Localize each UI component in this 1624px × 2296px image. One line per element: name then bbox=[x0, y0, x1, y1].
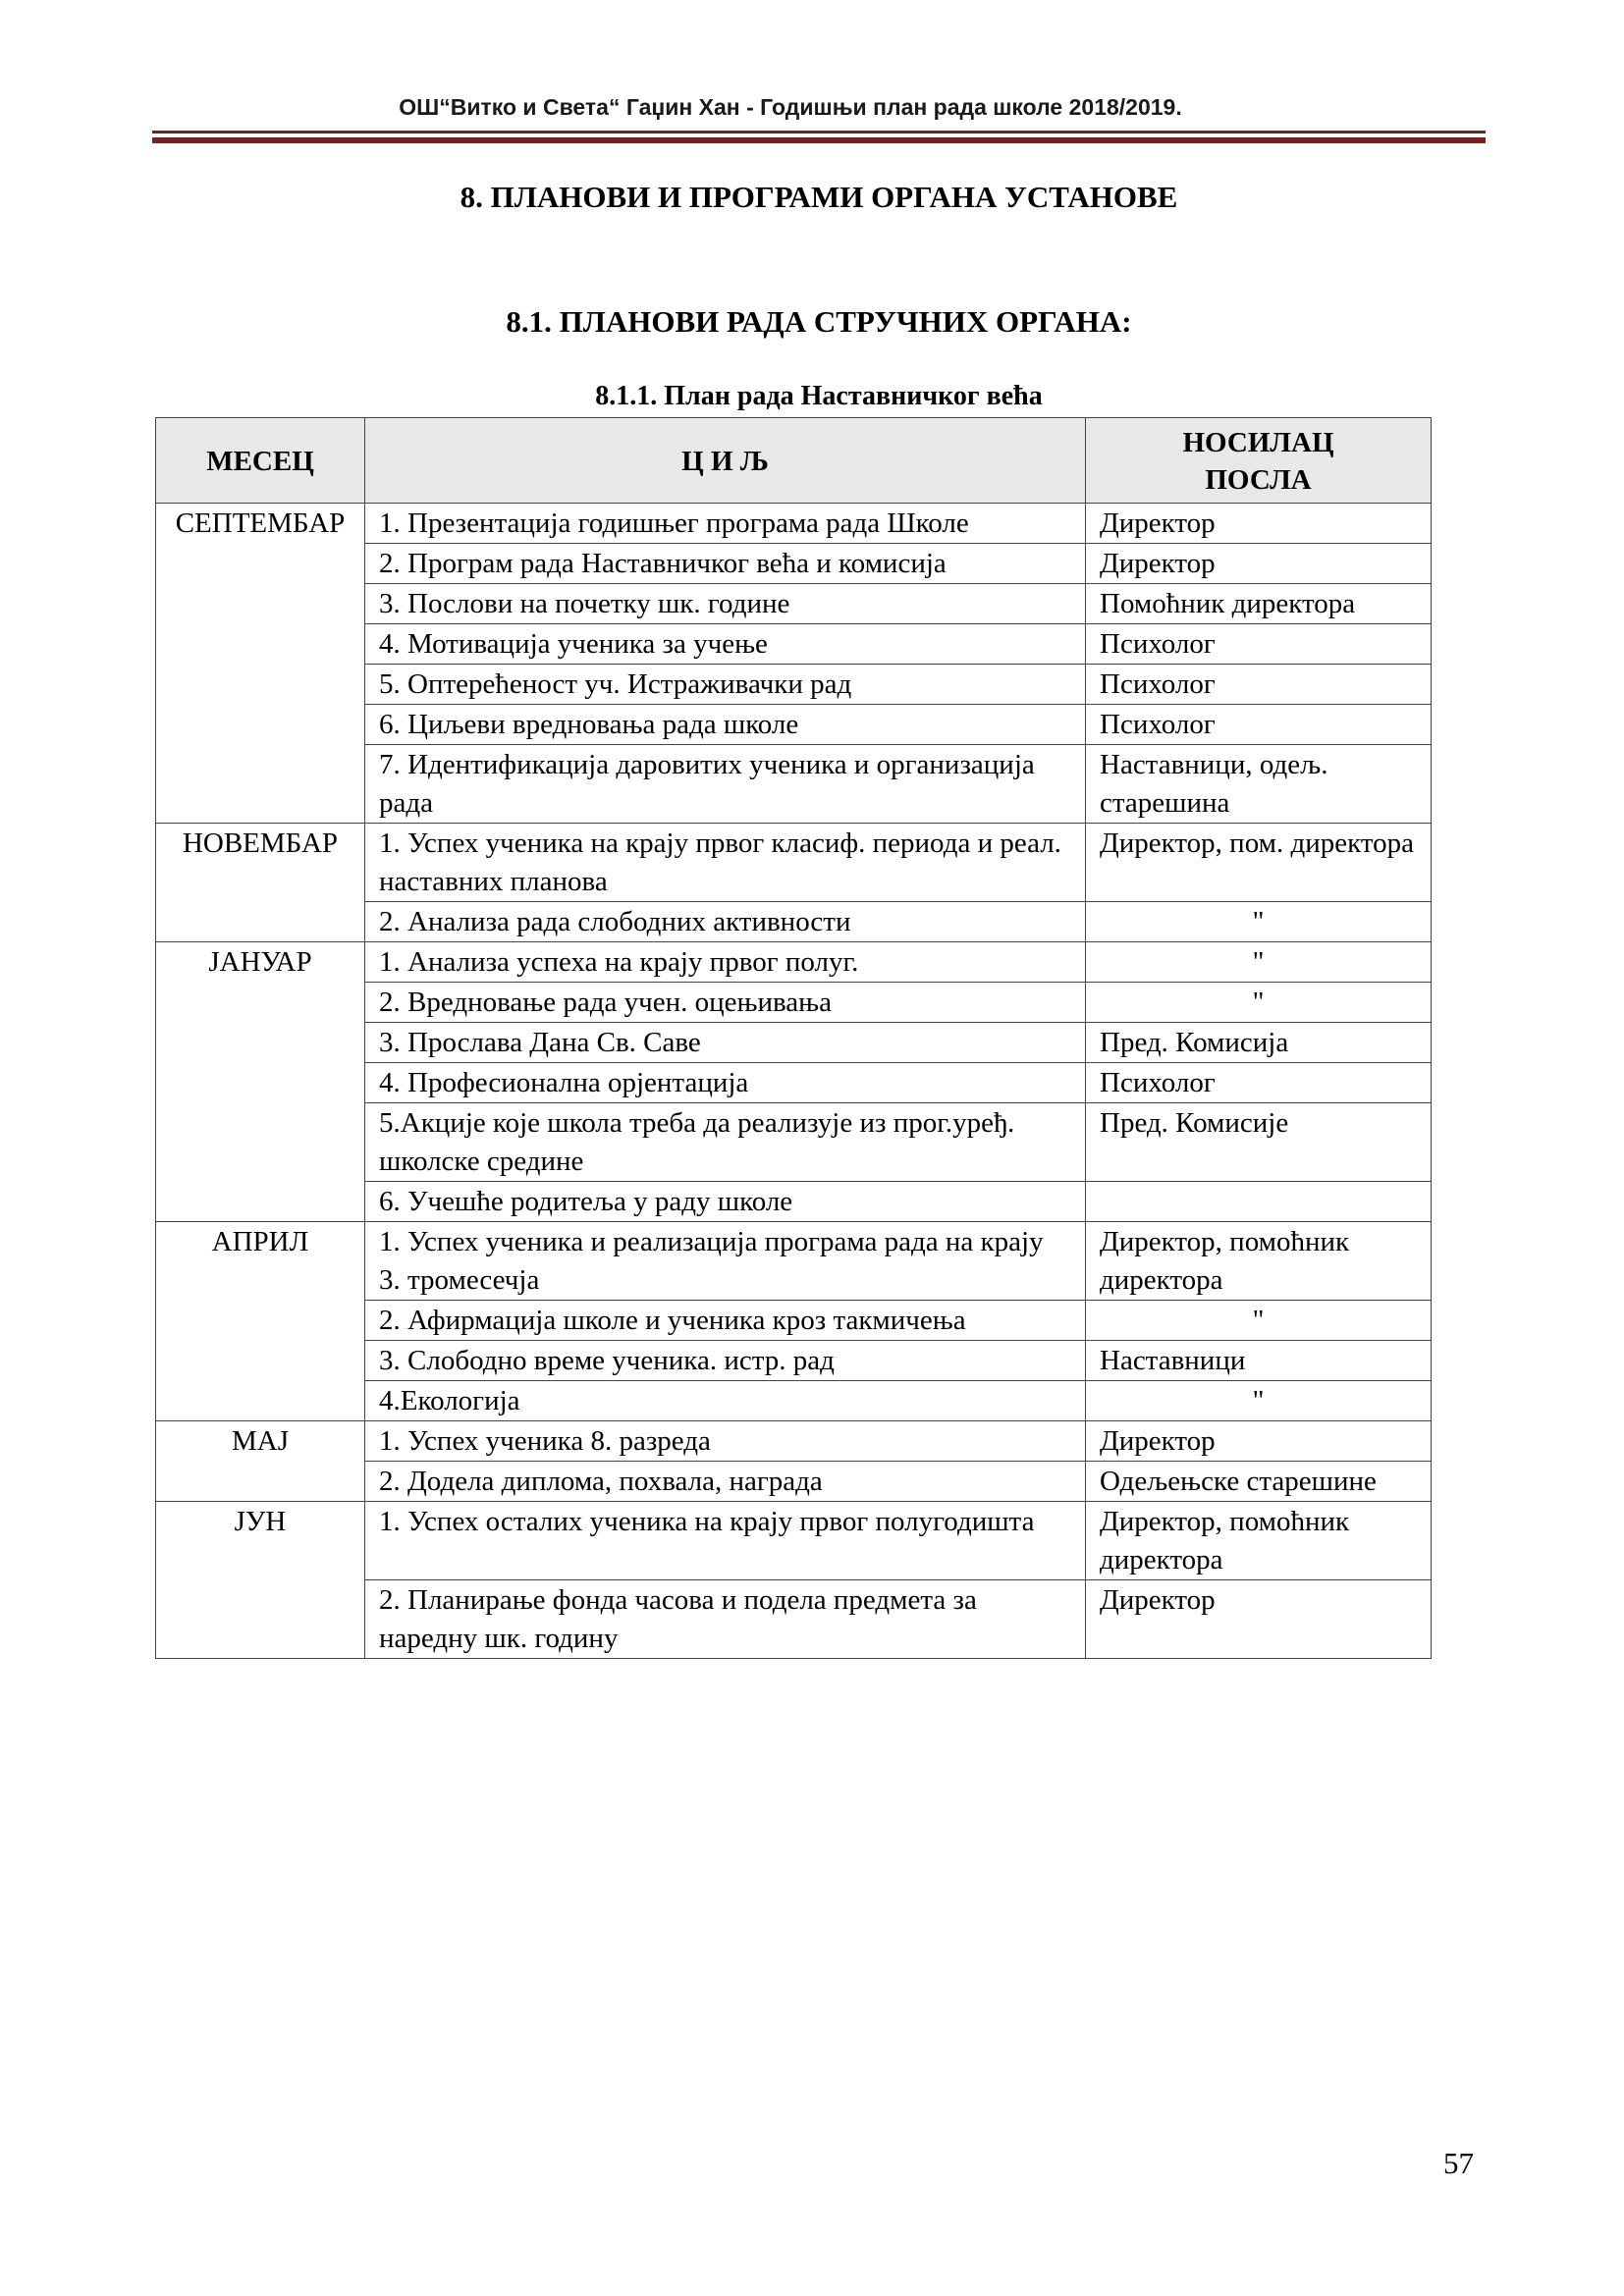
section-heading: 8. ПЛАНОВИ И ПРОГРАМИ ОРГАНА УСТАНОВЕ bbox=[460, 180, 1178, 214]
table-row bbox=[156, 1222, 1432, 1301]
goal-cell: 1. Презентација годишњег програма рада Школе bbox=[365, 504, 1086, 544]
goal-cell: 2. Планирање фонда часова и подела предмета за наредну шк. годину bbox=[365, 1580, 1086, 1659]
goal-cell: 2. Програм рада Наставничког већа и комисија bbox=[365, 544, 1086, 584]
holder-cell: " bbox=[1086, 942, 1432, 983]
holder-cell: Пред. Комисија bbox=[1086, 1023, 1432, 1063]
goal-cell: 5. Оптерећеност уч. Истраживачки рад bbox=[365, 665, 1086, 705]
table-header-row bbox=[156, 418, 1432, 504]
holder-cell: " bbox=[1086, 902, 1432, 942]
header-rule-thin bbox=[152, 131, 1486, 133]
holder-cell: Психолог bbox=[1086, 624, 1432, 665]
table-row bbox=[156, 942, 1432, 983]
table-title: 8.1.1. План рада Наставничког већа bbox=[595, 381, 1043, 411]
holder-cell: Директор bbox=[1086, 1421, 1432, 1462]
month-cell: НОВЕМБАР bbox=[156, 824, 365, 942]
running-header: ОШ“Витко и Света“ Гаџин Хан - Годишњи план рада школе 2018/2019. bbox=[399, 94, 1182, 120]
header-holder: НОСИЛАЦ ПОСЛА bbox=[1086, 418, 1432, 504]
page-number: 57 bbox=[1443, 2146, 1474, 2180]
holder-cell: Директор, помоћник директора bbox=[1086, 1222, 1432, 1301]
table-body bbox=[156, 504, 1432, 1659]
goal-cell: 2. Анализа рада слободних активности bbox=[365, 902, 1086, 942]
goal-cell: 6. Циљеви вредновања рада школе bbox=[365, 705, 1086, 745]
holder-cell: " bbox=[1086, 983, 1432, 1023]
goal-cell: 6. Учешће родитеља у раду школе bbox=[365, 1182, 1086, 1222]
goal-cell: 4.Екологија bbox=[365, 1381, 1086, 1421]
goal-cell: 4. Професионална орјентација bbox=[365, 1063, 1086, 1103]
holder-cell: Наставници, одељ. старешина bbox=[1086, 745, 1432, 824]
table-row bbox=[156, 1502, 1432, 1580]
month-cell: СЕПТЕМБАР bbox=[156, 504, 365, 824]
month-cell: ЈАНУАР bbox=[156, 942, 365, 1222]
goal-cell: 2. Додела диплома, похвала, награда bbox=[365, 1462, 1086, 1502]
holder-cell: Директор, пом. директора bbox=[1086, 824, 1432, 902]
goal-cell: 2. Афирмација школе и ученика кроз такмичења bbox=[365, 1301, 1086, 1341]
goal-cell: 4. Мотивација ученика за учење bbox=[365, 624, 1086, 665]
goal-cell: 5.Акције које школа треба да реализује из прог.уређ. школске средине bbox=[365, 1103, 1086, 1182]
month-cell: ЈУН bbox=[156, 1502, 365, 1659]
holder-cell bbox=[1086, 1182, 1432, 1222]
goal-cell: 3. Слободно време ученика. истр. рад bbox=[365, 1341, 1086, 1381]
holder-cell: " bbox=[1086, 1381, 1432, 1421]
goal-cell: 2. Вредновање рада учен. оцењивања bbox=[365, 983, 1086, 1023]
table-row bbox=[156, 504, 1432, 544]
subsection-heading: 8.1. ПЛАНОВИ РАДА СТРУЧНИХ ОРГАНА: bbox=[506, 304, 1132, 339]
table-row bbox=[156, 1421, 1432, 1462]
goal-cell: 1. Успех осталих ученика на крају првог полугодишта bbox=[365, 1502, 1086, 1580]
holder-cell: Наставници bbox=[1086, 1341, 1432, 1381]
table-row bbox=[156, 824, 1432, 902]
holder-cell: Директор bbox=[1086, 1580, 1432, 1659]
holder-cell: Одељењске старешине bbox=[1086, 1462, 1432, 1502]
plan-table bbox=[155, 417, 1432, 1659]
holder-cell: Директор bbox=[1086, 504, 1432, 544]
header-goal: Ц И Љ bbox=[365, 418, 1086, 504]
month-cell: АПРИЛ bbox=[156, 1222, 365, 1421]
goal-cell: 1. Успех ученика и реализација програма рада на крају 3. тромесечја bbox=[365, 1222, 1086, 1301]
holder-cell: Пред. Комисије bbox=[1086, 1103, 1432, 1182]
holder-cell: Помоћник директора bbox=[1086, 584, 1432, 624]
holder-cell: Психолог bbox=[1086, 665, 1432, 705]
goal-cell: 1. Успех ученика на крају првог класиф. периода и реал. наставних планова bbox=[365, 824, 1086, 902]
header-rule-thick bbox=[152, 137, 1486, 143]
holder-cell: " bbox=[1086, 1301, 1432, 1341]
goal-cell: 3. Послови на почетку шк. године bbox=[365, 584, 1086, 624]
goal-cell: 1. Анализа успеха на крају првог полуг. bbox=[365, 942, 1086, 983]
holder-cell: Психолог bbox=[1086, 1063, 1432, 1103]
month-cell: МАЈ bbox=[156, 1421, 365, 1502]
holder-cell: Директор, помоћник директора bbox=[1086, 1502, 1432, 1580]
holder-cell: Директор bbox=[1086, 544, 1432, 584]
goal-cell: 1. Успех ученика 8. разреда bbox=[365, 1421, 1086, 1462]
holder-cell: Психолог bbox=[1086, 705, 1432, 745]
goal-cell: 3. Прослава Дана Св. Саве bbox=[365, 1023, 1086, 1063]
goal-cell: 7. Идентификација даровитих ученика и организација рада bbox=[365, 745, 1086, 824]
header-month: МЕСЕЦ bbox=[156, 418, 365, 504]
